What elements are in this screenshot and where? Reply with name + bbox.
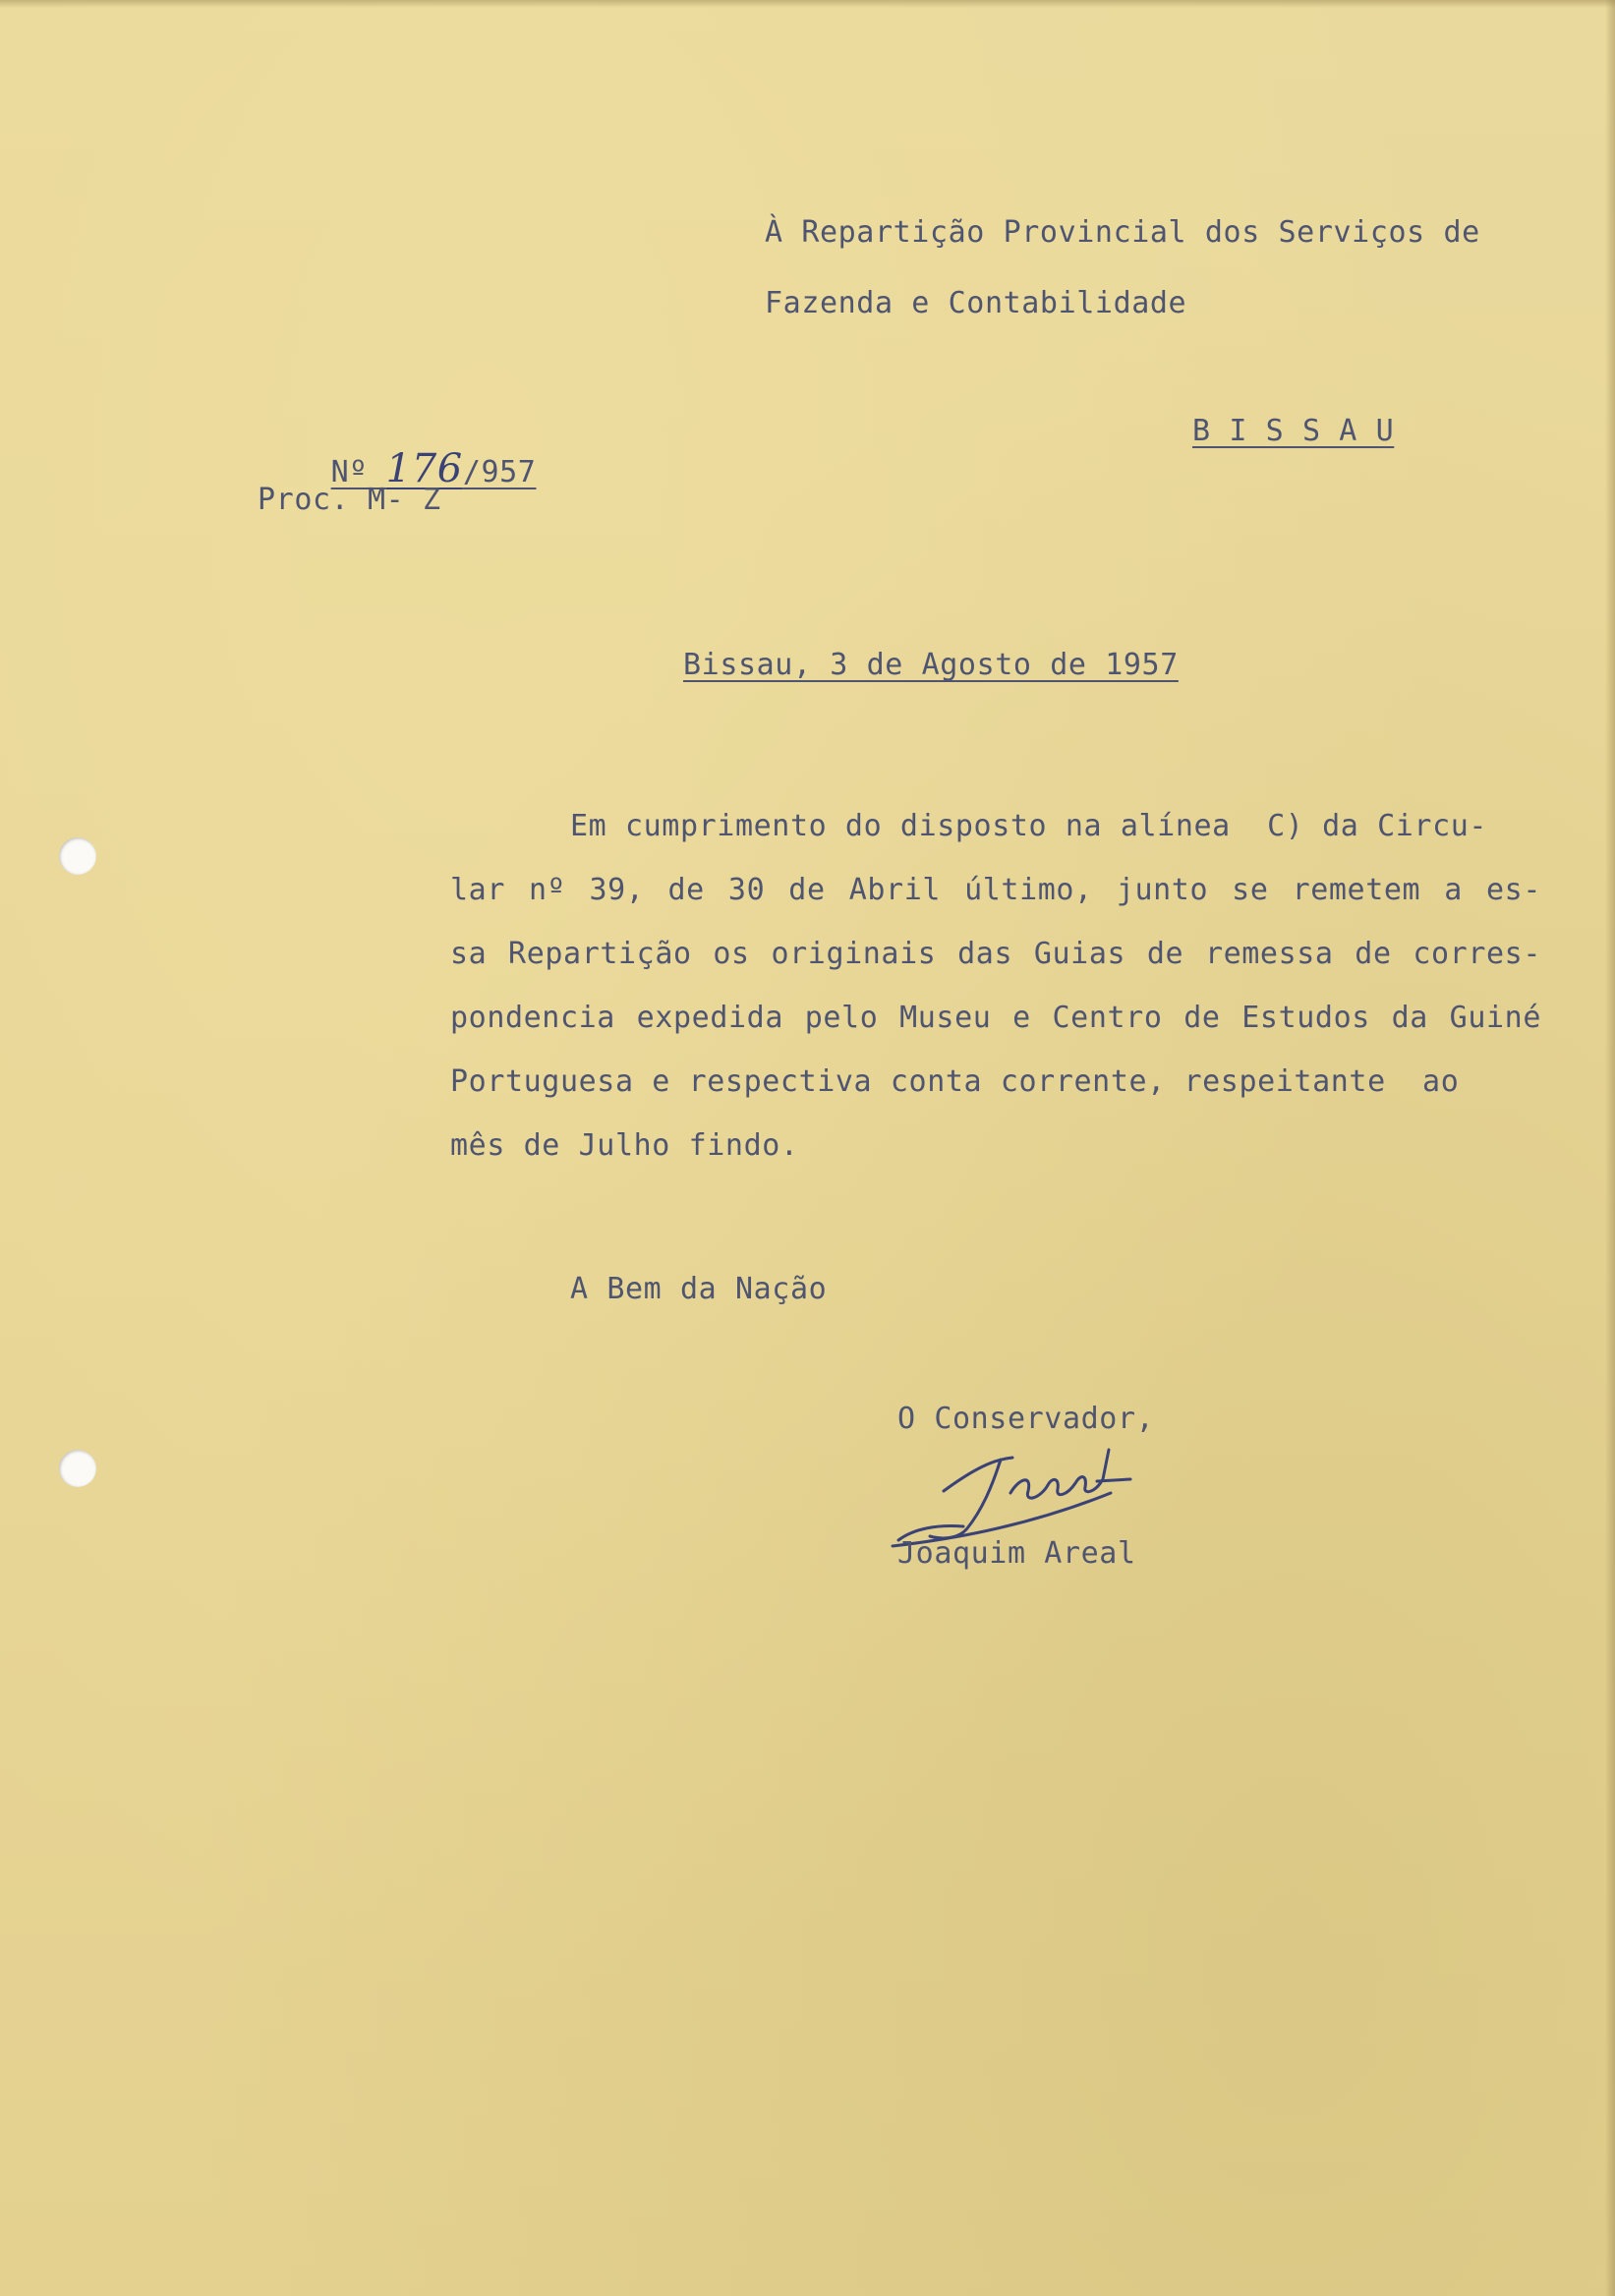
paper-edge-top <box>0 0 1615 8</box>
body-line-6: mês de Julho findo. <box>450 1128 799 1163</box>
location-heading: B I S S A U <box>1192 414 1395 448</box>
process-reference: Proc. M- Z <box>258 483 441 517</box>
signature-stroke-3 <box>1010 1450 1130 1498</box>
body-line-3: sa Repartição os originais das Guias de remessa de corres- <box>450 937 1541 971</box>
body-line-4: pondencia expedida pelo Museu e Centro de Estudos da Guiné <box>450 1001 1541 1035</box>
letter-date: Bissau, 3 de Agosto de 1957 <box>683 648 1179 682</box>
addressee-line-2: Fazenda e Contabilidade <box>765 286 1187 320</box>
punch-hole-upper <box>59 837 96 875</box>
closing-formula: A Bem da Nação <box>570 1272 828 1306</box>
reference-year: /957 <box>462 455 537 489</box>
signatory-name: Joaquim Areal <box>897 1536 1136 1571</box>
addressee-line-1: À Repartição Provincial dos Serviços de <box>765 215 1480 250</box>
handwritten-number: 176 <box>385 446 463 491</box>
body-line-1: Em cumprimento do disposto na alínea C) da Circu- <box>570 809 1488 843</box>
body-line-5: Portuguesa e respectiva conta corrente, respeitante ao <box>450 1064 1460 1099</box>
punch-hole-lower <box>59 1450 96 1487</box>
signatory-title: O Conservador, <box>897 1402 1155 1436</box>
body-line-2: lar nº 39, de 30 de Abril último, junto se remetem a es- <box>450 873 1541 907</box>
paper-edge-right <box>1605 0 1615 2296</box>
number-label: Nº <box>330 455 368 489</box>
